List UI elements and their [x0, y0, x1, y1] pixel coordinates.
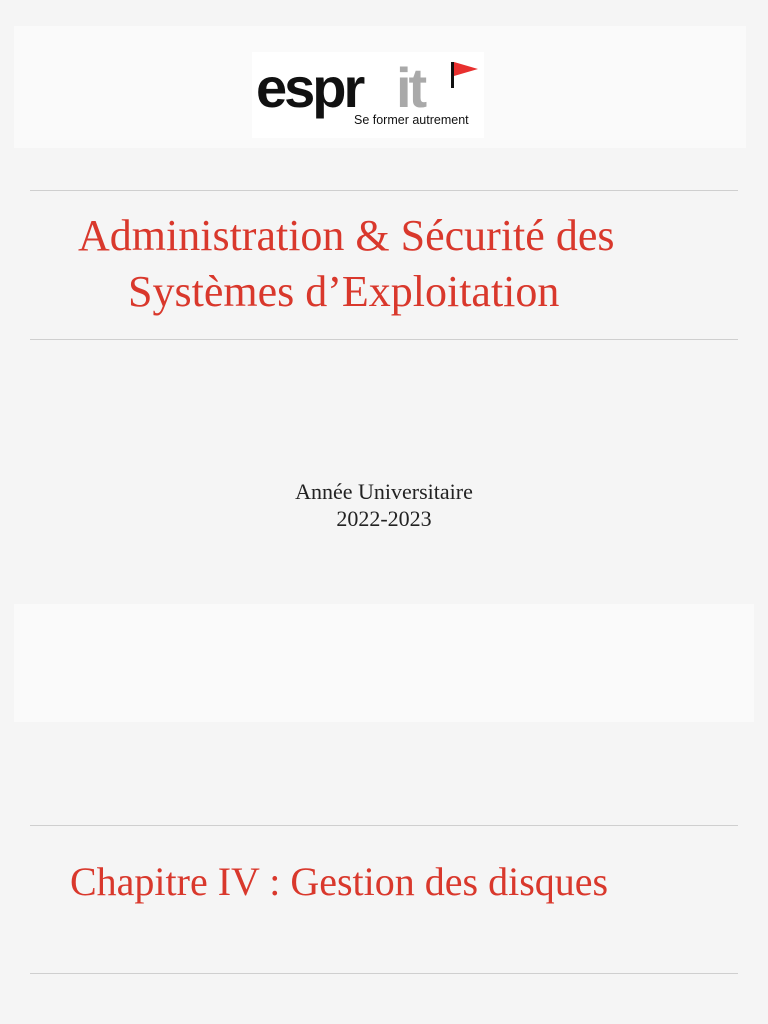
svg-text:espr: espr: [256, 56, 363, 119]
logo-tagline: Se former autrement: [354, 113, 469, 127]
esprit-logo-graphic: [252, 52, 484, 138]
flag-icon: [454, 62, 478, 76]
course-title-line-2: Systèmes d’Exploitation: [128, 267, 560, 316]
divider-chapter-top: [30, 825, 738, 826]
course-title: [30, 208, 738, 320]
academic-year-label: Année Universitaire: [295, 479, 473, 504]
blank-panel: [14, 604, 754, 722]
chapter-title: Chapitre IV : Gestion des disques: [70, 859, 609, 904]
divider-chapter-bottom: [30, 973, 738, 974]
divider-title-bottom: [30, 339, 738, 340]
academic-year: [0, 478, 768, 532]
course-title-line-1: Administration & Sécurité des: [78, 211, 615, 260]
esprit-logo: [252, 52, 484, 138]
divider-top: [30, 190, 738, 191]
academic-year-value: 2022-2023: [336, 506, 432, 531]
svg-text:it: it: [396, 56, 425, 119]
